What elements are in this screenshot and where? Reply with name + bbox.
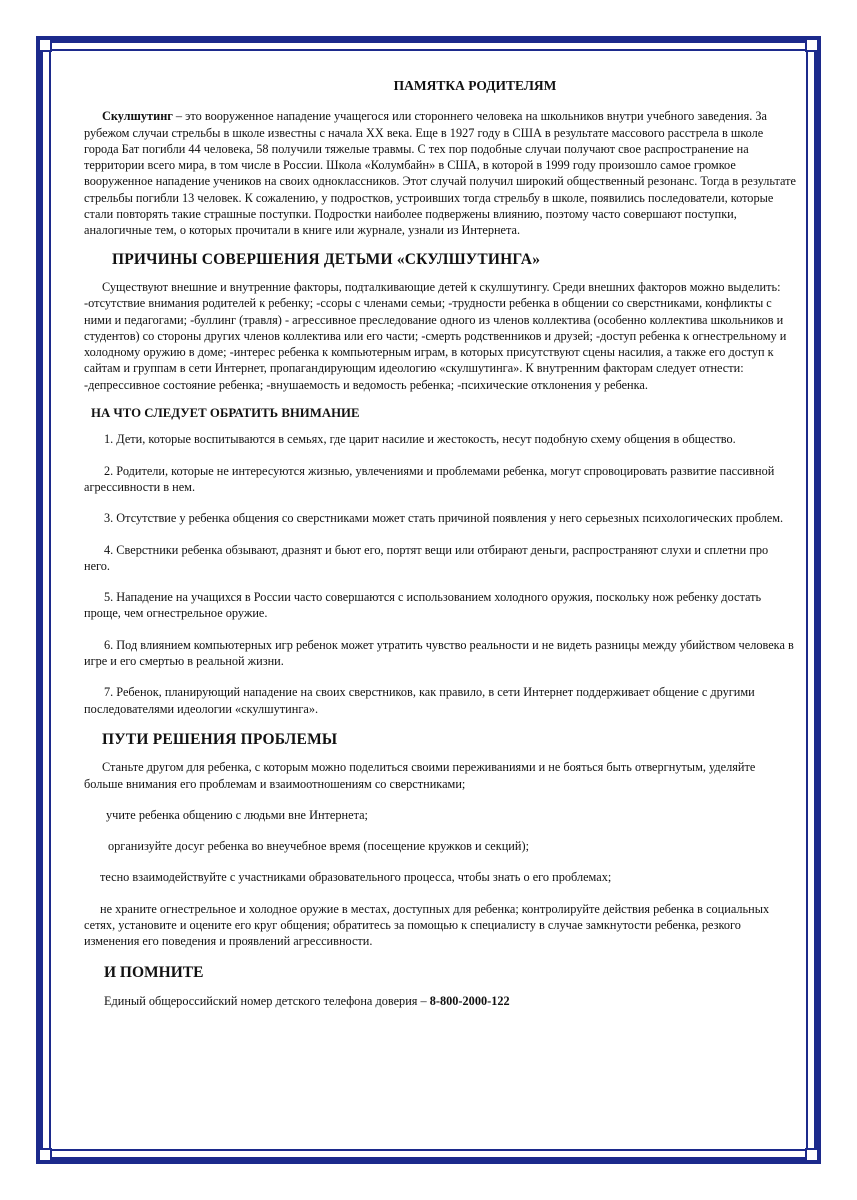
solutions-heading: ПУТИ РЕШЕНИЯ ПРОБЛЕМЫ bbox=[102, 730, 338, 748]
solution-item: учите ребенка общению с людьми вне Интернета; bbox=[106, 807, 368, 822]
border-corner-ornament bbox=[805, 1148, 819, 1162]
attention-heading: НА ЧТО СЛЕДУЕТ ОБРАТИТЬ ВНИМАНИЕ bbox=[91, 406, 360, 421]
remember-heading: И ПОМНИТЕ bbox=[104, 963, 204, 981]
hotline-text: Единый общероссийский номер детского телефона доверия – bbox=[104, 993, 430, 1008]
border-corner-ornament bbox=[38, 38, 52, 52]
intro-paragraph bbox=[84, 108, 796, 238]
intro-text: – это вооруженное нападение учащегося или стороннего человека на школьников внутри учебного заведения. За рубежом случаи стрельбы в школе известны с начала XX века. Еще в 1927 году в США в результате массового расстрела в школе города Бат погибли 44 человека, 58 получили тяжелые травмы. С тех пор подобные случаи получают свое распространение на территории всего мира, в том числе в России. Школа «Колумбайн» в США, в которой в 1999 году произошло самое громкое вооруженное нападение учеников на своих одноклассников. Этот случай получил широкий общественный резонанс. Тогда в результате стрельбы погибли 13 человек. К сожалению, у подростков, устроивших тогда стрельбу в школе, появились последователи, которые стали повторять такие страшные поступки. Подростки наиболее подвержены влиянию, поэтому часто совершают поступки, аналогичные тем, о которых прочитали в книге или журнале, узнали из Интернета. bbox=[84, 109, 796, 238]
attention-item: 7. Ребенок, планирующий нападение на своих сверстников, как правило, в сети Интернет поддерживает общение с другими последователями идеологии «скулшутинга». bbox=[84, 685, 755, 716]
page-title: ПАМЯТКА РОДИТЕЛЯМ bbox=[393, 78, 557, 93]
attention-item: 6. Под влиянием компьютерных игр ребенок может утратить чувство реальности и не видеть разницы между убийством человека в игре и его смертью в реальной жизни. bbox=[84, 637, 794, 669]
attention-item: 1. Дети, которые воспитываются в семьях, где царит насилие и жестокость, несут подобную схему общения в общество. bbox=[104, 432, 736, 447]
solutions-list bbox=[84, 759, 796, 949]
hotline-line bbox=[84, 993, 796, 1009]
causes-heading: ПРИЧИНЫ СОВЕРШЕНИЯ ДЕТЬМИ «СКУЛШУТИНГА» bbox=[112, 250, 541, 268]
border-corner-ornament bbox=[805, 38, 819, 52]
border-corner-ornament bbox=[38, 1148, 52, 1162]
solution-item: не храните огнестрельное и холодное оружие в местах, доступных для ребенка; контролируйте действия ребенка в социальных сетях, установите и оцените его круг общения; обратитесь за помощью к специалисту в случае замкнутости ребенка, резкого изменения его поведения и проявлений агрессивности. bbox=[84, 901, 770, 949]
intro-term: Скулшутинг bbox=[102, 109, 173, 124]
solution-item: организуйте досуг ребенка во внеучебное время (посещение кружков и секций); bbox=[108, 839, 529, 854]
solution-item: тесно взаимодействуйте с участниками образовательного процесса, чтобы знать о его проблемах; bbox=[100, 870, 612, 885]
causes-paragraph: Существуют внешние и внутренние факторы, подталкивающие детей к скулшутингу. Среди внешних факторов можно выделить: -отсутствие внимания родителей к ребенку; -ссоры с членами семьи; -трудности ребенка в общении со сверстниками, конфликты с ними и педагогами; -буллинг (травля) - агрессивное преследование одного из членов коллектива (особенно коллектива школьников и студентов) со стороны других членов коллектива или его части; -смерть родственников и друзей; -доступ ребенка к огнестрельному и холодному оружию в доме; -интерес ребенка к компьютерным играм, в которых присутствуют сцены насилия, а также его доступ к сайтам и группам в сети Интернет, пропагандирующим идеологию «скулшутинга». К внутренним факторам следует отнести: -депрессивное состояние ребенка; -внушаемость и ведомость ребенка; -психические отклонения у ребенка. bbox=[84, 279, 787, 392]
hotline-phone-number: 8-800-2000-122 bbox=[429, 993, 510, 1008]
attention-item: 3. Отсутствие у ребенка общения со сверстниками может стать причиной появления у него серьезных психологических проблем. bbox=[104, 511, 784, 526]
attention-item: 2. Родители, которые не интересуются жизнью, увлечениями и проблемами ребенка, могут спровоцировать развитие пассивной агрессивности в нем. bbox=[84, 463, 775, 494]
attention-item: 5. Нападение на учащихся в России часто совершаются с использованием холодного оружия, поскольку нож ребенку достать проще, чем огнестрельное оружие. bbox=[84, 590, 762, 621]
attention-list bbox=[84, 431, 796, 717]
solution-item: Станьте другом для ребенка, с которым можно поделиться своими переживаниями и не бояться быть отвергнутым, уделяйте больше внимания его проблемам и взаимоотношениям со сверстниками; bbox=[84, 760, 756, 791]
attention-item: 4. Сверстники ребенка обзывают, дразнят и бьют его, портят вещи или отбирают деньги, распространяют слухи и сплетни про него. bbox=[84, 542, 769, 573]
leaflet-content bbox=[84, 78, 796, 1009]
